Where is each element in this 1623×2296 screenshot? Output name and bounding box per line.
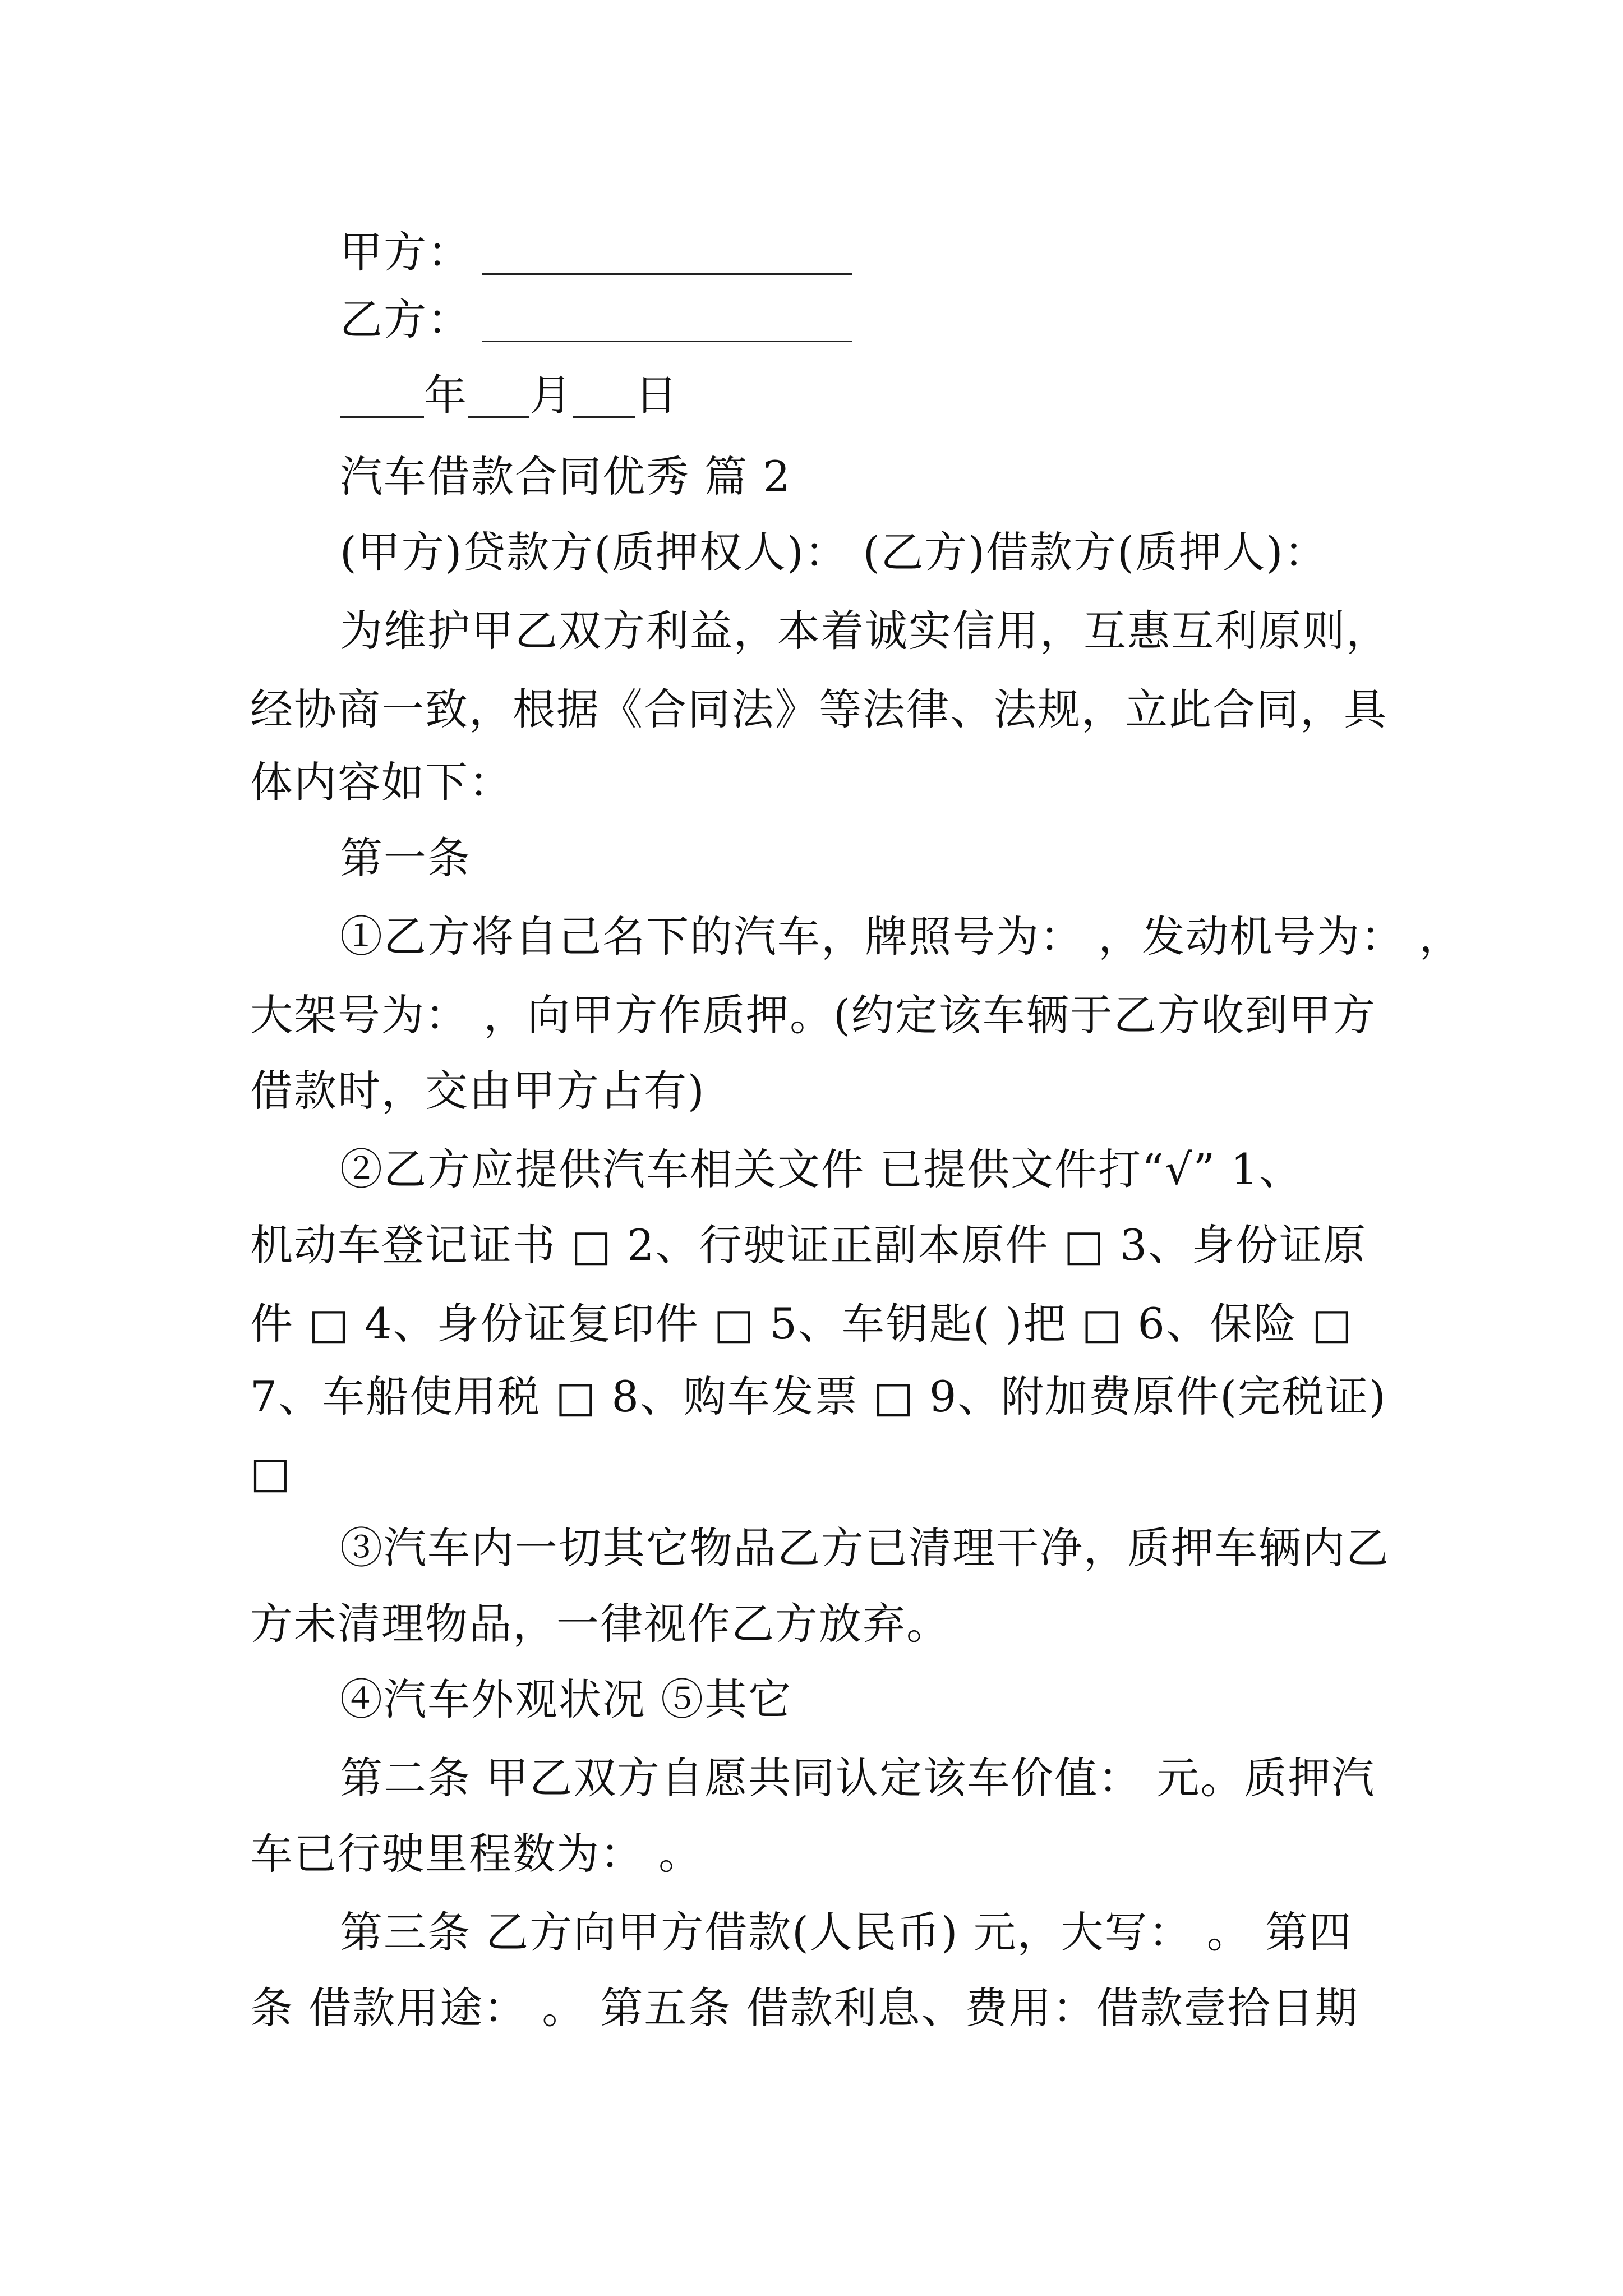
text-line: (甲方)贷款方(质押权人)： (乙方)借款方(质押人)： <box>340 527 1328 577</box>
party-a-blank <box>482 233 852 275</box>
party-a-label: 甲方： <box>340 227 471 277</box>
text-line: 为维护甲乙双方利益，本着诚实信用，互惠互利原则， <box>340 606 1390 656</box>
text-line: 方未清理物品，一律视作乙方放弃。 <box>250 1599 950 1649</box>
month-label: 月 <box>529 370 573 420</box>
year-blank <box>340 376 424 418</box>
day-blank <box>573 376 635 418</box>
text-line: 车已行驶里程数为： 。 <box>250 1829 703 1879</box>
month-blank <box>468 376 529 418</box>
text-line: 件 □ 4、身份证复印件 □ 5、车钥匙( )把 □ 6、保险 □ <box>250 1299 1353 1349</box>
party-a-signature-line <box>0 224 1623 280</box>
text-line: 第三条 乙方向甲方借款(人民币) 元，大写： 。 第四 <box>340 1907 1353 1957</box>
text-line: ①乙方将自己名下的汽车，牌照号为： ，发动机号为： ， <box>340 912 1463 961</box>
text-line: 第一条 <box>340 833 471 883</box>
text-line: ③汽车内一切其它物品乙方已清理干净，质押车辆内乙 <box>340 1523 1390 1573</box>
party-b-blank <box>482 300 852 342</box>
text-line: ④汽车外观状况 ⑤其它 <box>340 1674 792 1724</box>
text-line: 借款时，交由甲方占有) <box>250 1066 706 1116</box>
text-line: 体内容如下： <box>250 757 513 807</box>
day-label: 日 <box>635 370 679 420</box>
text-line: 经协商一致，根据《合同法》等法律、法规，立此合同，具 <box>250 684 1387 734</box>
year-label: 年 <box>424 370 468 420</box>
section-heading: 汽车借款合同优秀 篇 2 <box>340 452 791 501</box>
party-b-signature-line <box>0 292 1623 348</box>
text-line: ②乙方应提供汽车相关文件 已提供文件打“√” 1、 <box>340 1144 1303 1194</box>
party-b-label: 乙方： <box>340 295 471 344</box>
text-line: 7、车船使用税 □ 8、购车发票 □ 9、附加费原件(完税证) <box>250 1372 1387 1421</box>
text-line: 第二条 甲乙双方自愿共同认定该车价值： 元。质押汽 <box>340 1753 1376 1803</box>
text-line: □ <box>250 1447 292 1497</box>
text-line: 条 借款用途： 。 第五条 借款利息、费用：借款壹拾日期 <box>250 1983 1359 2033</box>
text-line: 大架号为： ，向甲方作质押。(约定该车辆于乙方收到甲方 <box>250 990 1376 1040</box>
date-line <box>0 367 1623 424</box>
text-line: 机动车登记证书 □ 2、行驶证正副本原件 □ 3、身份证原 <box>250 1220 1367 1270</box>
